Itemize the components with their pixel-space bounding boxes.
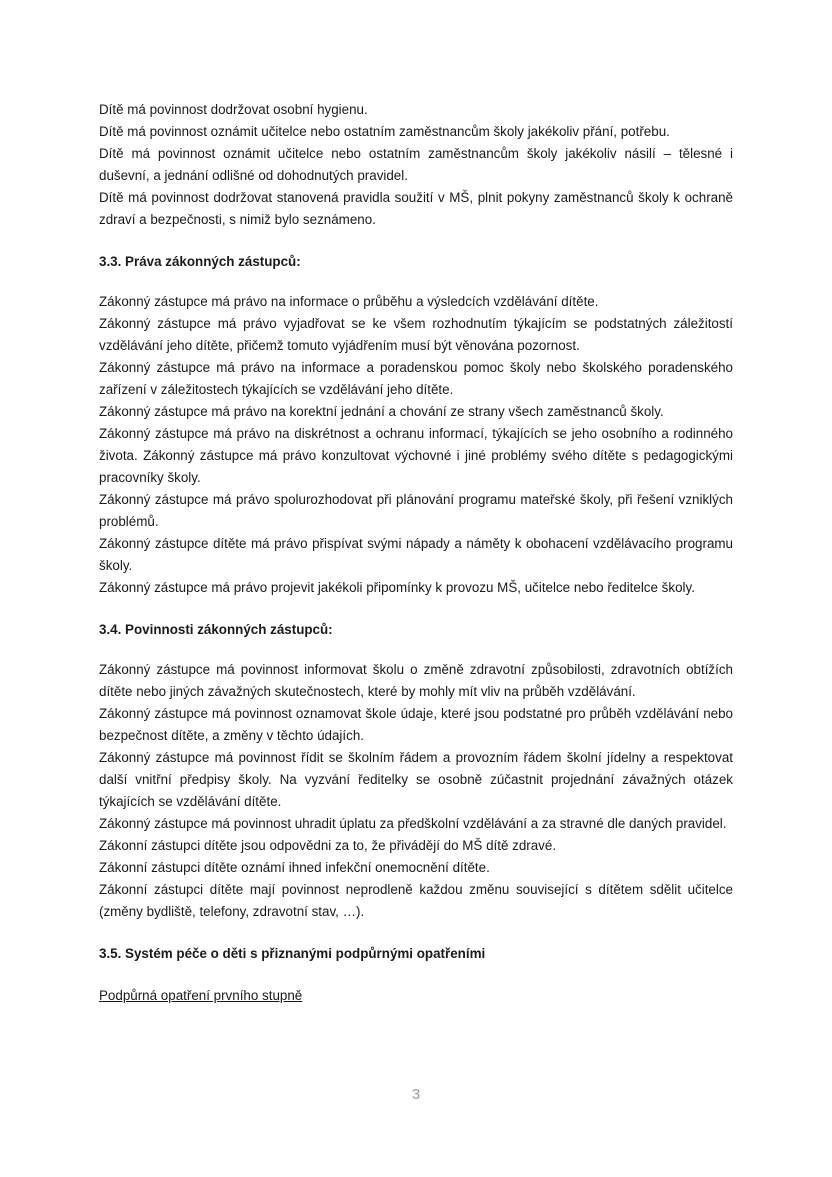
paragraph: Zákonný zástupce má právo vyjadřovat se ke všem rozhodnutím týkajícím se podstatných záležitostí vzdělávání jeho dítěte, přičemž tomuto vyjádřením musí být věnována pozornost.	[99, 316, 733, 353]
intro-block	[99, 99, 733, 231]
paragraph: Zákonný zástupce má povinnost oznamovat škole údaje, které jsou podstatné pro průběh vzdělávání nebo bezpečnost dítěte, a změny v těchto údajích.	[99, 706, 733, 743]
paragraph: Zákonný zástupce má právo spolurozhodovat při plánování programu mateřské školy, při řešení vzniklých problémů.	[99, 492, 733, 529]
paragraph: Zákonný zástupce má právo na informace a poradenskou pomoc školy nebo školského poradenského zařízení v záležitostech týkajících se vzdělávání jeho dítěte.	[99, 360, 733, 397]
paragraph: Dítě má povinnost dodržovat osobní hygienu.	[99, 102, 368, 117]
paragraph: Zákonný zástupce má povinnost uhradit úplatu za předškolní vzdělávání a za stravné dle daných pravidel.	[99, 816, 727, 831]
paragraph: Zákonní zástupci dítěte oznámí ihned infekční onemocnění dítěte.	[99, 860, 490, 875]
paragraph: Dítě má povinnost dodržovat stanovená pravidla soužití v MŠ, plnit pokyny zaměstnanců školy k ochraně zdraví a bezpečnosti, s nimiž bylo seznámeno.	[99, 190, 733, 227]
section-support-measures	[99, 943, 733, 1007]
paragraph: Zákonný zástupce dítěte má právo přispívat svými nápady a náměty k obohacení vzdělávacího programu školy.	[99, 536, 733, 573]
section-heading: 3.5. Systém péče o děti s přiznanými podpůrnými opatřeními	[99, 946, 486, 961]
section-parent-duties	[99, 619, 733, 923]
paragraph: Zákonný zástupce má povinnost informovat školu o změně zdravotní způsobilosti, zdravotních obtížích dítěte nebo jiných závažných skutečnostech, které by mohly mít vliv na průběh vzdělávání.	[99, 662, 733, 699]
section-parent-rights	[99, 251, 733, 599]
paragraph: Zákonný zástupce má právo na korektní jednání a chování ze strany všech zaměstnanců školy.	[99, 404, 664, 419]
paragraph: Zákonný zástupce má právo na diskrétnost a ochranu informací, týkajících se jeho osobního a rodinného života. Zákonný zástupce má právo konzultovat výchovné i jiné problémy svého dítěte s pedagogickými pracovníky školy.	[99, 426, 733, 485]
subheading-first-level-support: Podpůrná opatření prvního stupně	[99, 988, 303, 1003]
paragraph: Zákonní zástupci dítěte mají povinnost neprodleně každou změnu související s dítětem sdělit učitelce (změny bydliště, telefony, zdravotní stav, …).	[99, 882, 733, 919]
document-page	[99, 99, 733, 1007]
paragraph: Zákonný zástupce má povinnost řídit se školním řádem a provozním řádem školní jídelny a respektovat další vnitřní předpisy školy. Na vyzvání ředitelky se osobně zúčastnit projednání závažných otázek týkajících se vzdělávání dítěte.	[99, 750, 733, 809]
paragraph: Dítě má povinnost oznámit učitelce nebo ostatním zaměstnancům školy jakékoliv násilí – tělesné i duševní, a jednání odlišné od dohodnutých pravidel.	[99, 146, 733, 183]
section-heading: 3.4. Povinnosti zákonných zástupců:	[99, 622, 333, 637]
paragraph: Zákonný zástupce má právo projevit jakékoli připomínky k provozu MŠ, učitelce nebo ředitelce školy.	[99, 580, 695, 595]
paragraph: Dítě má povinnost oznámit učitelce nebo ostatním zaměstnancům školy jakékoliv přání, potřebu.	[99, 124, 670, 139]
page-number: 3	[411, 1086, 421, 1103]
section-heading: 3.3. Práva zákonných zástupců:	[99, 254, 301, 269]
paragraph: Zákonní zástupci dítěte jsou odpovědni za to, že přivádějí do MŠ dítě zdravé.	[99, 838, 557, 853]
paragraph: Zákonný zástupce má právo na informace o průběhu a výsledcích vzdělávání dítěte.	[99, 294, 599, 309]
